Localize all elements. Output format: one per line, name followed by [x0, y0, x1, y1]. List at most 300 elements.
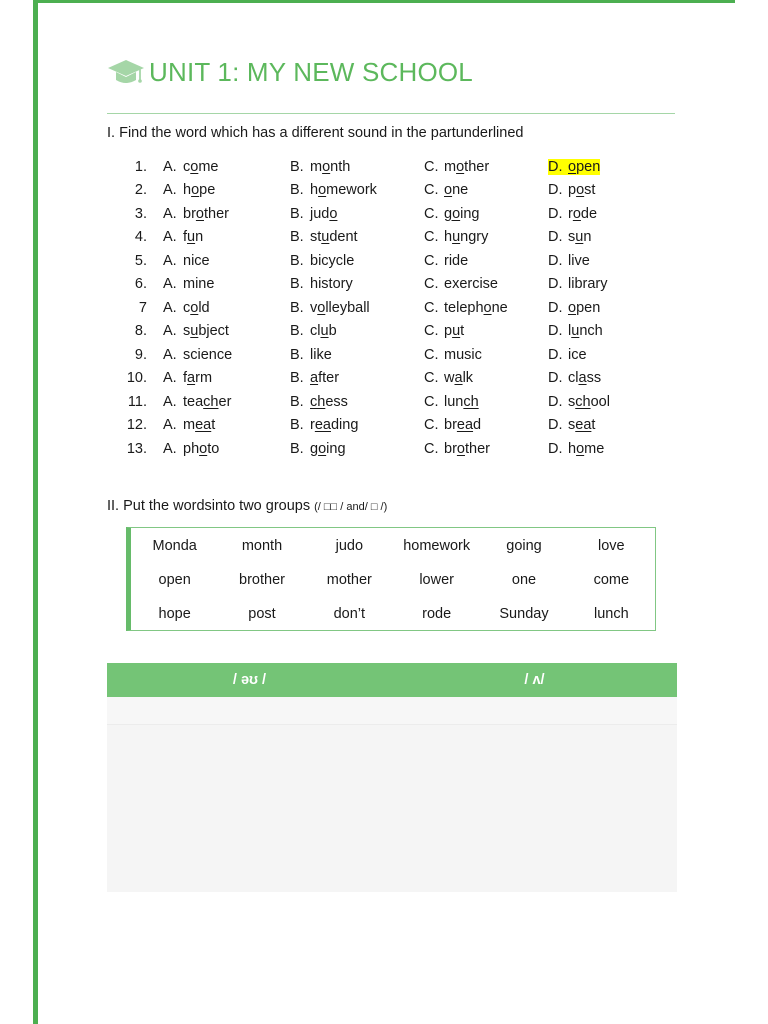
- word-part: s: [568, 417, 576, 434]
- option-letter: B.: [290, 252, 304, 269]
- option-b[interactable]: [290, 276, 424, 292]
- option-word: [444, 347, 482, 363]
- question-number: 10.: [126, 370, 147, 387]
- option-d[interactable]: [548, 394, 668, 410]
- word-part: ngry: [460, 229, 489, 246]
- option-c[interactable]: [424, 394, 548, 410]
- option-letter: D.: [548, 346, 563, 363]
- word-part: library: [568, 276, 608, 293]
- option-c[interactable]: [424, 253, 548, 269]
- option-letter: A.: [163, 182, 177, 199]
- option-word: [568, 323, 603, 339]
- word-part: p: [568, 182, 577, 199]
- option-letter: B.: [290, 182, 304, 199]
- option-letter: A.: [163, 393, 177, 410]
- option-word: [568, 253, 590, 269]
- word-part: l: [568, 323, 572, 340]
- underlined-part: a: [454, 370, 463, 387]
- word-part: er: [218, 393, 232, 410]
- word-cell: mother: [326, 572, 372, 588]
- option-word: [568, 300, 600, 316]
- question-row: [107, 249, 687, 273]
- question-row: [107, 179, 687, 203]
- word-part: bicycle: [310, 252, 355, 269]
- word-part: br: [183, 205, 196, 222]
- word-part: music: [444, 346, 482, 363]
- option-word: [183, 394, 231, 410]
- option-letter: D.: [548, 159, 568, 175]
- option-letter: C.: [424, 323, 439, 340]
- word-cell: homework: [403, 538, 471, 554]
- option-c[interactable]: [424, 159, 548, 175]
- option-word: [310, 206, 337, 222]
- word-part: t: [211, 417, 216, 434]
- option-word: [183, 300, 210, 316]
- option-word: [444, 182, 468, 198]
- option-word: [310, 253, 354, 269]
- option-word: [568, 229, 591, 245]
- option-word: [310, 182, 377, 198]
- question-row: [107, 367, 687, 391]
- option-letter: D.: [548, 299, 563, 316]
- option-b[interactable]: [290, 394, 424, 410]
- underlined-part: u: [190, 323, 199, 340]
- word-part: ool: [590, 393, 610, 410]
- option-a[interactable]: [163, 370, 290, 386]
- underlined-part: ea: [314, 417, 331, 434]
- option-letter: D.: [548, 182, 563, 199]
- word-part: nth: [330, 158, 351, 175]
- question-number: 5.: [134, 252, 147, 269]
- option-word: [310, 370, 339, 386]
- option-letter: B.: [290, 370, 304, 387]
- option-d[interactable]: [548, 159, 668, 175]
- option-letter: A.: [163, 370, 177, 387]
- option-c[interactable]: [424, 441, 548, 457]
- option-b[interactable]: [290, 323, 424, 339]
- question-number: 2.: [134, 182, 147, 199]
- page-header: [107, 56, 473, 88]
- option-letter: C.: [424, 346, 439, 363]
- option-letter: B.: [290, 393, 304, 410]
- option-letter: A.: [163, 299, 177, 316]
- word-cell: hope: [158, 606, 191, 622]
- underlined-part: o: [318, 182, 327, 199]
- word-part: me: [198, 158, 219, 175]
- option-letter: A.: [163, 158, 177, 175]
- option-b[interactable]: [290, 253, 424, 269]
- option-word: [568, 441, 604, 457]
- question-number: 8.: [134, 323, 147, 340]
- option-word: [183, 276, 214, 292]
- title-divider: [107, 113, 675, 114]
- word-part: ther: [464, 440, 490, 457]
- option-c[interactable]: [424, 417, 548, 433]
- option-word: [310, 417, 358, 433]
- option-d[interactable]: [548, 206, 668, 222]
- underlined-part: a: [310, 370, 319, 387]
- option-d[interactable]: [548, 276, 668, 292]
- option-word: [568, 182, 595, 198]
- word-part: t: [591, 417, 596, 434]
- underlined-part: u: [321, 229, 330, 246]
- option-a[interactable]: [163, 394, 290, 410]
- option-b[interactable]: [290, 206, 424, 222]
- option-d[interactable]: [548, 182, 668, 198]
- option-b[interactable]: [290, 182, 424, 198]
- word-part: st: [310, 229, 322, 246]
- word-grid: [131, 528, 655, 631]
- option-d[interactable]: [548, 229, 668, 245]
- word-part: rm: [195, 370, 213, 387]
- option-letter: D.: [548, 252, 563, 269]
- option-word: [568, 206, 597, 222]
- word-part: exercise: [444, 276, 498, 293]
- underlined-part: o: [576, 440, 585, 457]
- option-d[interactable]: [548, 441, 668, 457]
- question-number: 13.: [126, 440, 147, 457]
- option-word: [444, 394, 479, 410]
- underlined-part: o: [456, 440, 465, 457]
- word-cell: rode: [422, 606, 452, 622]
- word-part: c: [183, 158, 191, 175]
- option-c[interactable]: [424, 323, 548, 339]
- option-letter: B.: [290, 323, 304, 340]
- question-number: 1.: [134, 158, 147, 175]
- word-part: nice: [183, 252, 210, 269]
- question-number: 7: [138, 299, 147, 316]
- word-part: ice: [568, 346, 587, 363]
- option-word: [183, 370, 212, 386]
- word-part: v: [310, 299, 318, 316]
- option-word: [183, 323, 229, 339]
- sorting-table-answer-area[interactable]: [107, 725, 677, 892]
- option-b[interactable]: [290, 347, 424, 363]
- word-part: de: [580, 205, 598, 222]
- word-box: [126, 527, 656, 631]
- word-cell: brother: [239, 572, 285, 588]
- option-letter: C.: [424, 393, 439, 410]
- word-part: cl: [568, 370, 579, 387]
- word-part: lk: [462, 370, 474, 387]
- left-accent-bar: [33, 0, 38, 1024]
- option-letter: D.: [548, 393, 563, 410]
- question-row: [107, 155, 687, 179]
- option-c[interactable]: [424, 276, 548, 292]
- word-part: tea: [183, 393, 204, 410]
- word-part: mine: [183, 276, 215, 293]
- option-word: [568, 159, 600, 175]
- option-a[interactable]: [163, 441, 290, 457]
- underlined-part: go: [444, 205, 461, 222]
- word-cell: going: [506, 538, 542, 554]
- word-part: ph: [183, 440, 200, 457]
- option-word: [444, 253, 468, 269]
- word-cell: lower: [419, 572, 454, 588]
- option-letter: C.: [424, 299, 439, 316]
- option-letter: D.: [548, 440, 563, 457]
- question-row: [107, 296, 687, 320]
- underlined-part: o: [190, 158, 199, 175]
- option-c[interactable]: [424, 300, 548, 316]
- underlined-part: u: [320, 323, 329, 340]
- option-d[interactable]: [548, 417, 668, 433]
- underlined-part: ch: [575, 393, 591, 410]
- word-part: history: [310, 276, 353, 293]
- word-cell: one: [511, 572, 537, 588]
- underlined-part: a: [187, 370, 196, 387]
- option-c[interactable]: [424, 229, 548, 245]
- question-number: 6.: [134, 276, 147, 293]
- word-part: ther: [464, 158, 490, 175]
- option-word: [183, 417, 215, 433]
- option-a[interactable]: [163, 253, 290, 269]
- option-letter: A.: [163, 323, 177, 340]
- underlined-part: u: [452, 229, 461, 246]
- underlined-part: o: [191, 182, 200, 199]
- option-c[interactable]: [424, 206, 548, 222]
- option-word: [183, 182, 215, 198]
- option-word: [568, 417, 595, 433]
- option-b[interactable]: [290, 229, 424, 245]
- option-word: [310, 300, 370, 316]
- underlined-part: u: [575, 229, 584, 246]
- word-part: lun: [444, 393, 464, 410]
- option-letter: C.: [424, 370, 439, 387]
- underlined-part: a: [578, 370, 587, 387]
- option-letter: C.: [424, 252, 439, 269]
- word-part: h: [183, 182, 192, 199]
- option-a[interactable]: [163, 323, 290, 339]
- word-part: f: [183, 229, 188, 246]
- option-a[interactable]: [163, 276, 290, 292]
- word-part: s: [568, 393, 576, 410]
- word-part: r: [568, 205, 573, 222]
- option-letter: A.: [163, 229, 177, 246]
- word-part: ne: [491, 299, 508, 316]
- option-d[interactable]: [548, 323, 668, 339]
- word-part: pe: [199, 182, 216, 199]
- option-letter: B.: [290, 346, 304, 363]
- underlined-part: o: [190, 299, 199, 316]
- question-row: [107, 390, 687, 414]
- option-word: [568, 370, 601, 386]
- underlined-part: o: [318, 440, 327, 457]
- option-word: [310, 323, 337, 339]
- option-c[interactable]: [424, 347, 548, 363]
- underlined-part: ch: [463, 393, 479, 410]
- word-cell: open: [158, 572, 191, 588]
- word-part: me: [584, 440, 605, 457]
- option-word: [183, 159, 218, 175]
- word-part: ding: [330, 417, 359, 434]
- word-part: bject: [198, 323, 229, 340]
- word-cell: don’t: [333, 606, 366, 622]
- option-letter: A.: [163, 276, 177, 293]
- underlined-part: o: [572, 205, 581, 222]
- underlined-part: o: [317, 299, 326, 316]
- option-d[interactable]: [548, 347, 668, 363]
- word-part: nch: [579, 323, 603, 340]
- question-number: 12.: [126, 417, 147, 434]
- option-a[interactable]: [163, 347, 290, 363]
- underlined-part: o: [483, 299, 492, 316]
- word-part: pen: [576, 158, 601, 175]
- section-2-lead: II. Put the wordsinto two groups: [107, 498, 315, 514]
- question-row: [107, 414, 687, 438]
- option-letter: C.: [424, 276, 439, 293]
- option-letter: C.: [424, 417, 439, 434]
- option-b[interactable]: [290, 370, 424, 386]
- word-part: ne: [452, 182, 469, 199]
- header-ou-sound: / əʊ /: [232, 672, 267, 688]
- option-letter: B.: [290, 276, 304, 293]
- word-part: teleph: [444, 299, 484, 316]
- word-part: h: [568, 440, 577, 457]
- option-letter: B.: [290, 417, 304, 434]
- option-letter: A.: [163, 440, 177, 457]
- underlined-part: o: [199, 440, 208, 457]
- option-word: [310, 394, 348, 410]
- option-c[interactable]: [424, 370, 548, 386]
- header-uh-sound: / ʌ/: [524, 672, 545, 688]
- option-word: [310, 347, 332, 363]
- question-row: [107, 343, 687, 367]
- word-part: ing: [326, 440, 346, 457]
- word-cell: month: [241, 538, 283, 554]
- option-letter: C.: [424, 205, 439, 222]
- option-letter: C.: [424, 182, 439, 199]
- option-d[interactable]: [548, 300, 668, 316]
- question-number: 3.: [134, 205, 147, 222]
- option-b[interactable]: [290, 300, 424, 316]
- option-word: [444, 229, 488, 245]
- word-part: s: [568, 229, 576, 246]
- option-a[interactable]: [163, 206, 290, 222]
- option-b[interactable]: [290, 441, 424, 457]
- question-number: 4.: [134, 229, 147, 246]
- word-part: ther: [203, 205, 229, 222]
- option-word: [444, 300, 508, 316]
- option-letter: A.: [163, 205, 177, 222]
- option-word: [310, 229, 358, 245]
- question-number: 11.: [127, 393, 147, 410]
- word-part: p: [444, 323, 453, 340]
- word-part: fter: [318, 370, 340, 387]
- option-word: [568, 276, 607, 292]
- question-number: 9.: [134, 346, 147, 363]
- section-2-symbols: (/ □□ / and/ □ /): [314, 501, 388, 513]
- word-part: h: [310, 182, 319, 199]
- option-word: [444, 276, 498, 292]
- option-word: [183, 347, 232, 363]
- underlined-part: o: [195, 205, 204, 222]
- underlined-part: o: [322, 158, 331, 175]
- option-a[interactable]: [163, 300, 290, 316]
- option-word: [183, 441, 219, 457]
- underlined-part: ch: [310, 393, 326, 410]
- question-row: [107, 320, 687, 344]
- word-part: n: [195, 229, 204, 246]
- question-row: [107, 202, 687, 226]
- sorting-table-header: [107, 663, 677, 697]
- option-word: [568, 347, 587, 363]
- option-letter: D.: [548, 323, 563, 340]
- underlined-part: o: [444, 182, 453, 199]
- option-word: [183, 206, 229, 222]
- word-part: w: [444, 370, 455, 387]
- word-cell: Monda: [152, 538, 197, 554]
- underlined-part: o: [456, 158, 465, 175]
- option-a[interactable]: [163, 417, 290, 433]
- option-d[interactable]: [548, 253, 668, 269]
- word-part: c: [183, 299, 191, 316]
- option-word: [183, 253, 210, 269]
- option-d[interactable]: [548, 370, 668, 386]
- word-part: m: [310, 158, 323, 175]
- underlined-part: u: [571, 323, 580, 340]
- top-accent-bar: [33, 0, 735, 3]
- underlined-part: u: [452, 323, 461, 340]
- option-b[interactable]: [290, 417, 424, 433]
- option-letter: D.: [548, 417, 563, 434]
- word-part: ld: [198, 299, 210, 316]
- option-word: [444, 441, 490, 457]
- word-part: ess: [325, 393, 348, 410]
- graduation-cap-icon: [107, 56, 145, 88]
- word-part: mework: [326, 182, 377, 199]
- word-part: ride: [444, 252, 469, 269]
- underlined-part: o: [576, 182, 585, 199]
- option-word: [568, 394, 610, 410]
- sorting-table-row: [107, 697, 677, 725]
- option-letter: B.: [290, 299, 304, 316]
- word-part: b: [328, 323, 337, 340]
- option-word: [444, 206, 480, 222]
- word-part: st: [584, 182, 596, 199]
- option-word: [310, 441, 346, 457]
- word-cell: post: [248, 606, 276, 622]
- option-letter: B.: [290, 158, 304, 175]
- option-word: [444, 417, 481, 433]
- word-part: pen: [576, 299, 601, 316]
- option-letter: D.: [548, 276, 563, 293]
- underlined-part: o: [568, 299, 577, 316]
- option-word: [444, 370, 473, 386]
- option-letter: D.: [548, 205, 563, 222]
- question-row: [107, 437, 687, 461]
- option-c[interactable]: [424, 182, 548, 198]
- word-part: live: [568, 252, 590, 269]
- option-letter: A.: [163, 417, 177, 434]
- underlined-part: ea: [195, 417, 212, 434]
- option-letter: B.: [290, 440, 304, 457]
- option-a[interactable]: [163, 159, 290, 175]
- option-letter: B.: [290, 205, 304, 222]
- option-word: [444, 159, 489, 175]
- word-part: n: [583, 229, 592, 246]
- page-title: UNIT 1: MY NEW SCHOOL: [149, 56, 473, 87]
- option-a[interactable]: [163, 229, 290, 245]
- option-letter: D.: [548, 370, 563, 387]
- word-part: to: [207, 440, 220, 457]
- underlined-part: o: [568, 158, 577, 175]
- option-b[interactable]: [290, 159, 424, 175]
- word-part: t: [460, 323, 465, 340]
- word-part: science: [183, 346, 233, 363]
- word-cell: come: [593, 572, 630, 588]
- option-a[interactable]: [163, 182, 290, 198]
